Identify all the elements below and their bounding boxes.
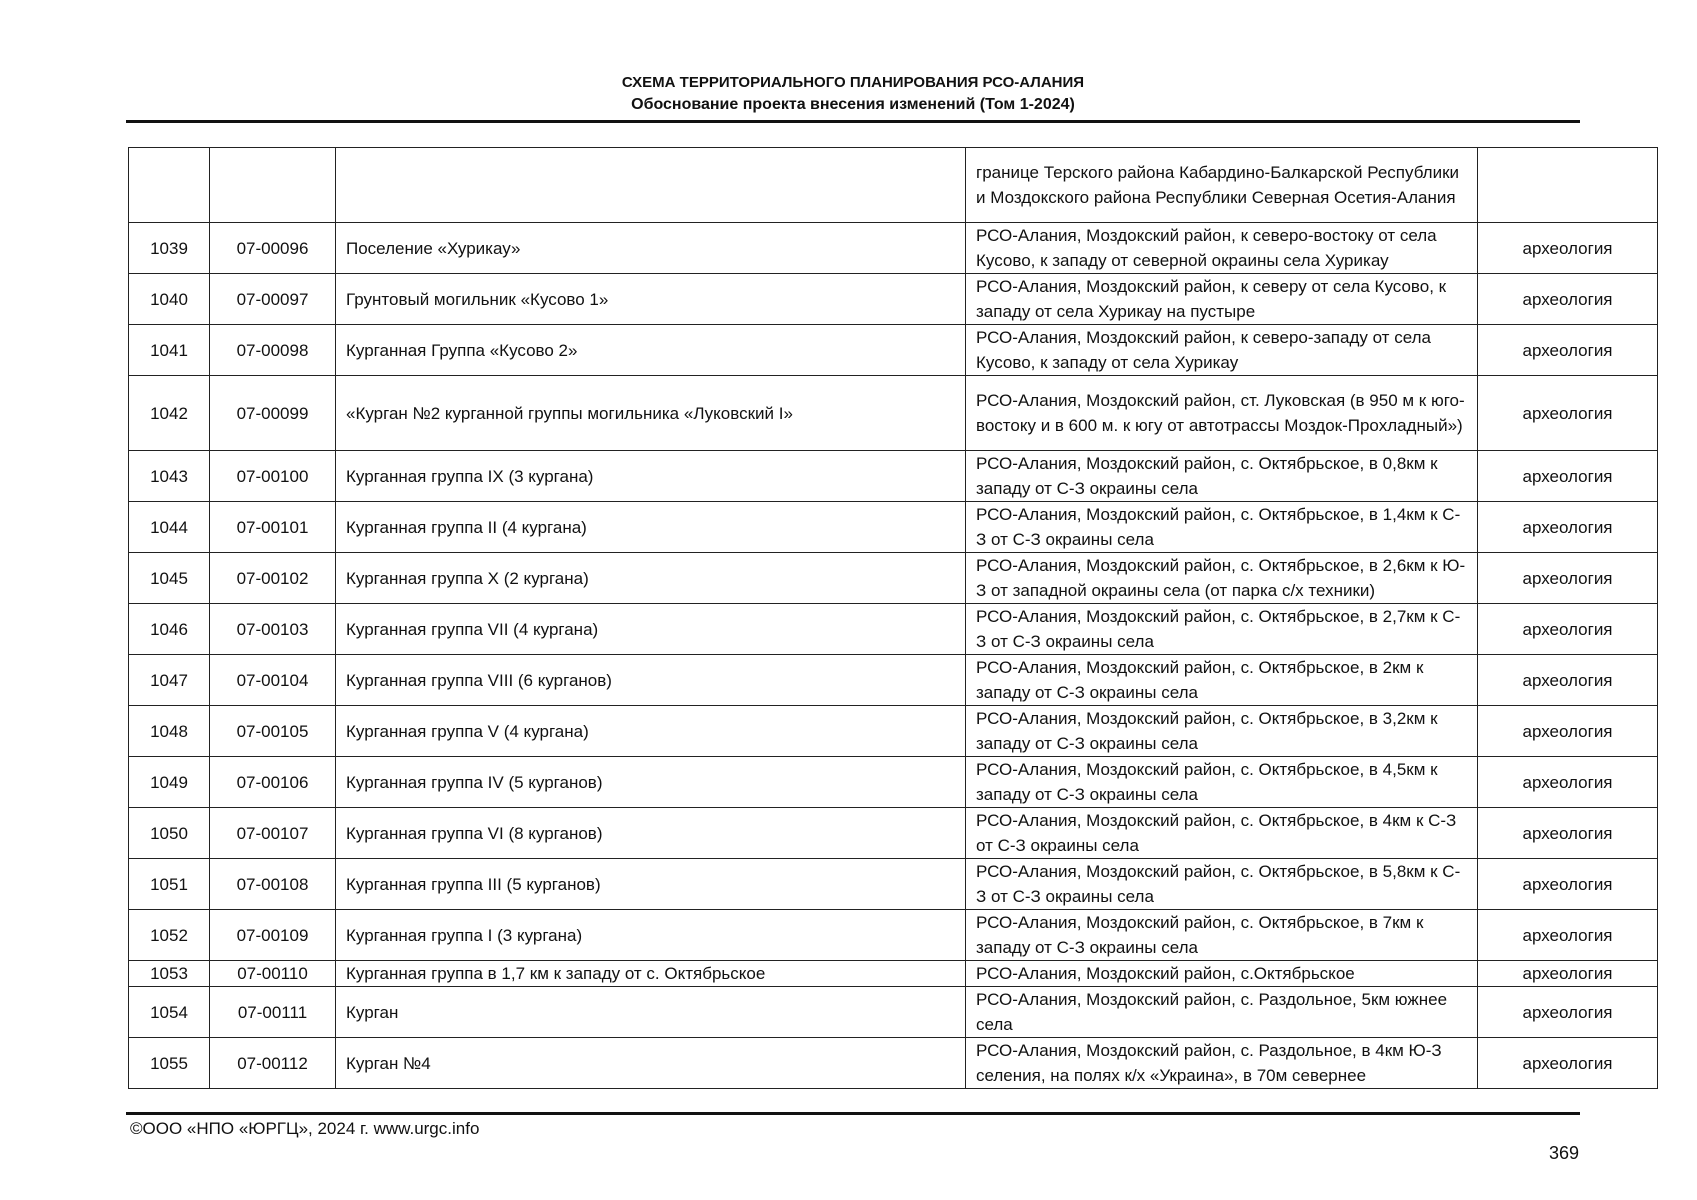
footer-rule — [126, 1112, 1580, 1115]
cell-name: Курганная группа I (3 кургана) — [336, 910, 966, 961]
table-row — [129, 223, 1658, 274]
cell-type: археология — [1478, 223, 1658, 274]
cell-address: РСО-Алания, Моздокский район, к северо-востоку от села Кусово, к западу от северной окраины села Хурикау — [966, 223, 1478, 274]
cell-address: РСО-Алания, Моздокский район, с. Октябрьское, в 2,6км к Ю-З от западной окраины села (от парка с/х техники) — [966, 553, 1478, 604]
cell-type: археология — [1478, 655, 1658, 706]
cell-num: 1055 — [129, 1038, 210, 1089]
cell-code: 07-00108 — [210, 859, 336, 910]
footer-copyright: ©ООО «НПО «ЮРГЦ», 2024 г. www.urgc.info — [130, 1119, 480, 1138]
cell-num: 1040 — [129, 274, 210, 325]
cell-address: РСО-Алания, Моздокский район, с. Октябрьское, в 2км к западу от С-З окраины села — [966, 655, 1478, 706]
cell-name: Курганная группа VI (8 курганов) — [336, 808, 966, 859]
cell-num: 1049 — [129, 757, 210, 808]
cell-type — [1478, 148, 1658, 223]
cell-code: 07-00112 — [210, 1038, 336, 1089]
cell-type: археология — [1478, 706, 1658, 757]
cell-address: РСО-Алания, Моздокский район, с. Октябрьское, в 0,8км к западу от С-З окраины села — [966, 451, 1478, 502]
cell-num: 1039 — [129, 223, 210, 274]
cell-type: археология — [1478, 502, 1658, 553]
cell-address: РСО-Алания, Моздокский район, с. Октябрьское, в 1,4км к С-З от С-З окраины села — [966, 502, 1478, 553]
heritage-objects-table — [128, 147, 1658, 1089]
cell-num: 1050 — [129, 808, 210, 859]
cell-num: 1048 — [129, 706, 210, 757]
document-title: СХЕМА ТЕРРИТОРИАЛЬНОГО ПЛАНИРОВАНИЯ РСО-АЛАНИЯ — [621, 74, 1085, 91]
cell-type: археология — [1478, 910, 1658, 961]
cell-address: РСО-Алания, Моздокский район, к северу от села Кусово, к западу от села Хурикау на пустыре — [966, 274, 1478, 325]
cell-code: 07-00106 — [210, 757, 336, 808]
cell-address: РСО-Алания, Моздокский район, к северо-западу от села Кусово, к западу от села Хурикау — [966, 325, 1478, 376]
cell-code: 07-00101 — [210, 502, 336, 553]
cell-address: границе Терского района Кабардино-Балкарской Республики и Моздокского района Республики Северная Осетия-Алания — [966, 148, 1478, 223]
cell-address: РСО-Алания, Моздокский район, с. Октябрьское, в 3,2км к западу от С-З окраины села — [966, 706, 1478, 757]
cell-address: РСО-Алания, Моздокский район, с. Октябрьское, в 2,7км к С-З от С-З окраины села — [966, 604, 1478, 655]
cell-type: археология — [1478, 987, 1658, 1038]
cell-name: Курган №4 — [336, 1038, 966, 1089]
table-row — [129, 604, 1658, 655]
table-row — [129, 325, 1658, 376]
table-row — [129, 910, 1658, 961]
cell-name: «Курган №2 курганной группы могильника «Луковский I» — [336, 376, 966, 451]
cell-num: 1052 — [129, 910, 210, 961]
cell-code: 07-00110 — [210, 961, 336, 987]
cell-address: РСО-Алания, Моздокский район, с. Октябрьское, в 4км к С-З от С-З окраины села — [966, 808, 1478, 859]
cell-code: 07-00111 — [210, 987, 336, 1038]
cell-type: археология — [1478, 451, 1658, 502]
table-row — [129, 274, 1658, 325]
cell-name: Грунтовый могильник «Кусово 1» — [336, 274, 966, 325]
cell-num — [129, 148, 210, 223]
cell-name: Курганная группа V (4 кургана) — [336, 706, 966, 757]
cell-name: Курганная группа VII (4 кургана) — [336, 604, 966, 655]
cell-num: 1043 — [129, 451, 210, 502]
cell-code: 07-00107 — [210, 808, 336, 859]
cell-type: археология — [1478, 961, 1658, 987]
table-row — [129, 451, 1658, 502]
cell-name: Курганная группа IV (5 курганов) — [336, 757, 966, 808]
cell-code: 07-00100 — [210, 451, 336, 502]
table-row — [129, 987, 1658, 1038]
page-number: 369 — [1548, 1143, 1579, 1163]
cell-code: 07-00098 — [210, 325, 336, 376]
cell-name — [336, 148, 966, 223]
cell-num: 1051 — [129, 859, 210, 910]
cell-type: археология — [1478, 274, 1658, 325]
cell-name: Курганная группа II (4 кургана) — [336, 502, 966, 553]
cell-num: 1041 — [129, 325, 210, 376]
table-row — [129, 706, 1658, 757]
cell-name: Поселение «Хурикау» — [336, 223, 966, 274]
table-row — [129, 859, 1658, 910]
table-row — [129, 961, 1658, 987]
cell-name: Курганная группа III (5 курганов) — [336, 859, 966, 910]
cell-code: 07-00096 — [210, 223, 336, 274]
table-row — [129, 553, 1658, 604]
cell-type: археология — [1478, 376, 1658, 451]
cell-type: археология — [1478, 808, 1658, 859]
header-rule — [126, 120, 1580, 123]
cell-name: Курганная группа в 1,7 км к западу от с. Октябрьское — [336, 961, 966, 987]
cell-name: Курган — [336, 987, 966, 1038]
cell-name: Курганная группа VIII (6 курганов) — [336, 655, 966, 706]
cell-address: РСО-Алания, Моздокский район, с. Октябрьское, в 4,5км к западу от С-З окраины села — [966, 757, 1478, 808]
cell-address: РСО-Алания, Моздокский район, с. Раздольное, в 4км Ю-З селения, на полях к/х «Украина», в 70м севернее — [966, 1038, 1478, 1089]
cell-type: археология — [1478, 325, 1658, 376]
cell-code: 07-00102 — [210, 553, 336, 604]
cell-type: археология — [1478, 604, 1658, 655]
table-row — [129, 502, 1658, 553]
cell-type: археология — [1478, 553, 1658, 604]
cell-num: 1045 — [129, 553, 210, 604]
cell-type: археология — [1478, 1038, 1658, 1089]
table-row-continuation — [129, 148, 1658, 223]
table-body — [129, 148, 1658, 1089]
table-row — [129, 1038, 1658, 1089]
cell-num: 1046 — [129, 604, 210, 655]
cell-num: 1053 — [129, 961, 210, 987]
cell-code: 07-00109 — [210, 910, 336, 961]
cell-address: РСО-Алания, Моздокский район, с. Раздольное, 5км южнее села — [966, 987, 1478, 1038]
cell-code: 07-00097 — [210, 274, 336, 325]
cell-code: 07-00103 — [210, 604, 336, 655]
cell-type: археология — [1478, 859, 1658, 910]
table-row — [129, 808, 1658, 859]
cell-num: 1047 — [129, 655, 210, 706]
document-subtitle: Обоснование проекта внесения изменений (Том 1-2024) — [631, 96, 1075, 113]
page-header — [126, 72, 1580, 116]
cell-code: 07-00105 — [210, 706, 336, 757]
cell-num: 1044 — [129, 502, 210, 553]
cell-name: Курганная группа X (2 кургана) — [336, 553, 966, 604]
cell-code — [210, 148, 336, 223]
cell-address: РСО-Алания, Моздокский район, ст. Луковская (в 950 м к юго-востоку и в 600 м. к югу от автотрассы Моздок-Прохладный») — [966, 376, 1478, 451]
cell-code: 07-00104 — [210, 655, 336, 706]
cell-address: РСО-Алания, Моздокский район, с. Октябрьское, в 5,8км к С-З от С-З окраины села — [966, 859, 1478, 910]
cell-code: 07-00099 — [210, 376, 336, 451]
cell-num: 1054 — [129, 987, 210, 1038]
cell-num: 1042 — [129, 376, 210, 451]
table-row — [129, 655, 1658, 706]
cell-name: Курганная группа IX (3 кургана) — [336, 451, 966, 502]
table-row — [129, 376, 1658, 451]
cell-type: археология — [1478, 757, 1658, 808]
table-row — [129, 757, 1658, 808]
cell-name: Курганная Группа «Кусово 2» — [336, 325, 966, 376]
cell-address: РСО-Алания, Моздокский район, с. Октябрьское, в 7км к западу от С-З окраины села — [966, 910, 1478, 961]
cell-address: РСО-Алания, Моздокский район, с.Октябрьское — [966, 961, 1478, 987]
